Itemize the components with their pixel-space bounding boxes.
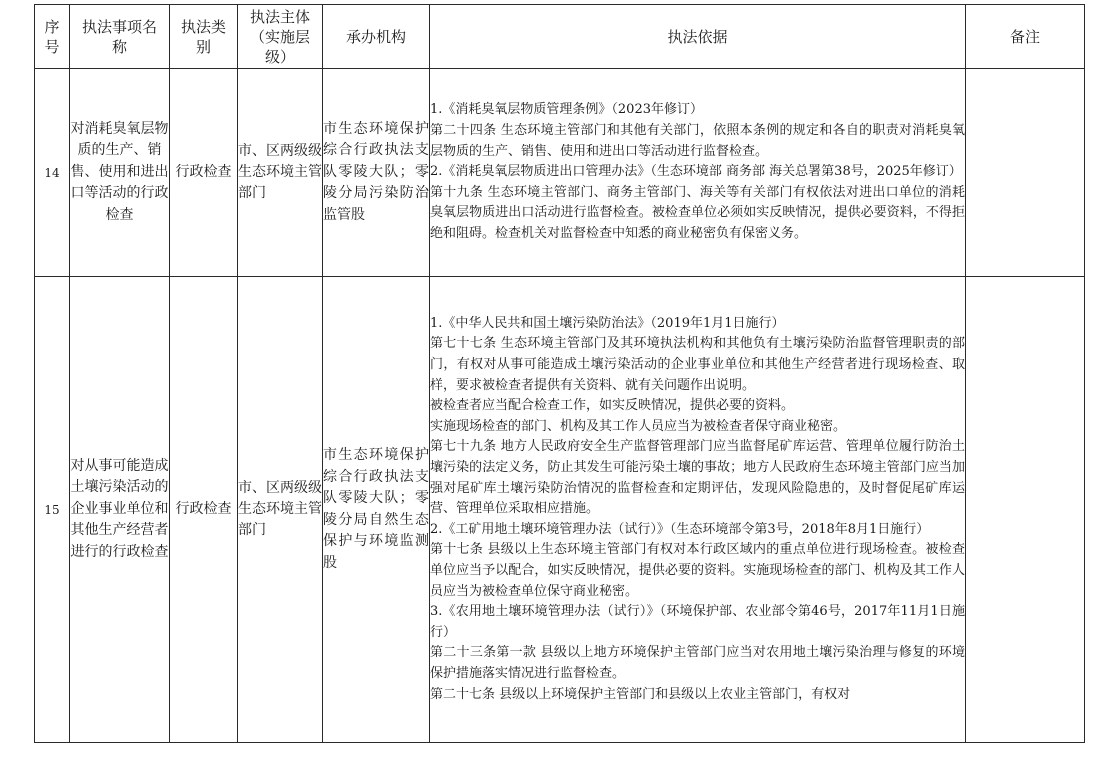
header-type: 执法类别 — [170, 5, 238, 69]
item-name: 对从事可能造成土壤污染活动的企业事业单位和其他生产经营者进行的行政检查 — [70, 277, 170, 743]
basis-paragraph: 第七十七条 生态环境主管部门及其环境执法机构和其他负有土壤污染防治监督管理职责的部门，有权对从事可能造成土壤污染活动的企业事业单位和其他生产经营者进行现场检查、取样，要求被检查者提供有关资料、就有关问题作出说明。 — [430, 336, 965, 393]
basis-paragraph: 2.《工矿用地土壤环境管理办法（试行）》（生态环境部令第3号，2018年8月1日施行） — [430, 521, 930, 537]
enforcement-table — [34, 4, 1085, 743]
remarks — [966, 277, 1085, 743]
header-basis: 执法依据 — [430, 5, 966, 69]
basis-paragraph: 第二十四条 生态环境主管部门和其他有关部门，依照本条例的规定和各自的职责对消耗臭氧层物质的生产、销售、使用和进出口等活动进行监督检查。 — [430, 123, 965, 159]
basis-paragraph: 第七十九条 地方人民政府安全生产监督管理部门应当监督尾矿库运营、管理单位履行防治土壤污染的法定义务，防止其发生可能污染土壤的事故；地方人民政府生态环境主管部门应当加强对尾矿库土壤污染防治情况的监督检查和定期评估，发现风险隐患的，及时督促尾矿库运营、管理单位采取相应措施。 — [430, 439, 965, 517]
basis-paragraph: 2.《消耗臭氧层物质进出口管理办法》（生态环境部 商务部 海关总署第38号，2025年修订） — [430, 164, 962, 180]
enforcement-subject: 市、区两级级生态环境主管部门 — [238, 69, 323, 277]
enforcement-type: 行政检查 — [170, 277, 238, 743]
legal-basis — [430, 277, 966, 743]
header-item: 执法事项名称 — [70, 5, 170, 69]
enforcement-subject: 市、区两级级生态环境主管部门 — [238, 277, 323, 743]
header-subject: 执法主体（实施层级） — [238, 5, 323, 69]
table-row — [35, 69, 1085, 277]
handling-organization: 市生态环境保护综合行政执法支队零陵大队；零陵分局污染防治监管股 — [323, 69, 430, 277]
table-row — [35, 277, 1085, 743]
header-org: 承办机构 — [323, 5, 430, 69]
row-number: 15 — [35, 277, 70, 743]
header-note: 备注 — [966, 5, 1085, 69]
header-row — [35, 5, 1085, 69]
basis-paragraph: 3.《农用地土壤环境管理办法（试行）》（环境保护部、农业部令第46号，2017年11月1日施行） — [430, 604, 965, 640]
enforcement-type: 行政检查 — [170, 69, 238, 277]
basis-paragraph: 第十九条 生态环境主管部门、商务主管部门、海关等有关部门有权依法对进出口单位的消耗臭氧层物质进出口活动进行监督检查。被检查单位必须如实反映情况，提供必要资料，不得拒绝和阻碍。检查机关对监督检查中知悉的商业秘密负有保密义务。 — [430, 184, 965, 241]
basis-paragraph: 实施现场检查的部门、机构及其工作人员应当为被检查者保守商业秘密。 — [430, 418, 847, 434]
basis-paragraph: 第二十三条第一款 县级以上地方环境保护主管部门应当对农用地土壤污染治理与修复的环境保护措施落实情况进行监督检查。 — [430, 645, 965, 681]
handling-organization: 市生态环境保护综合行政执法支队零陵大队；零陵分局自然生态保护与环境监测股 — [323, 277, 430, 743]
item-name: 对消耗臭氧层物质的生产、销售、使用和进出口等活动的行政检查 — [70, 69, 170, 277]
basis-paragraph: 第十七条 县级以上生态环境主管部门有权对本行政区域内的重点单位进行现场检查。被检查单位应当予以配合，如实反映情况，提供必要的资料。实施现场检查的部门、机构及其工作人员应当为被检查单位保守商业秘密。 — [430, 542, 965, 599]
remarks — [966, 69, 1085, 277]
row-number: 14 — [35, 69, 70, 277]
header-num: 序号 — [35, 5, 70, 69]
basis-paragraph: 被检查者应当配合检查工作，如实反映情况，提供必要的资料。 — [430, 398, 795, 414]
legal-basis — [430, 69, 966, 277]
basis-paragraph: 1.《中华人民共和国土壤污染防治法》（2019年1月1日施行） — [430, 315, 785, 331]
basis-paragraph: 1.《消耗臭氧层物质管理条例》（2023年修订） — [430, 102, 703, 118]
basis-paragraph: 第二十七条 县级以上环境保护主管部门和县级以上农业主管部门，有权对 — [430, 686, 851, 702]
